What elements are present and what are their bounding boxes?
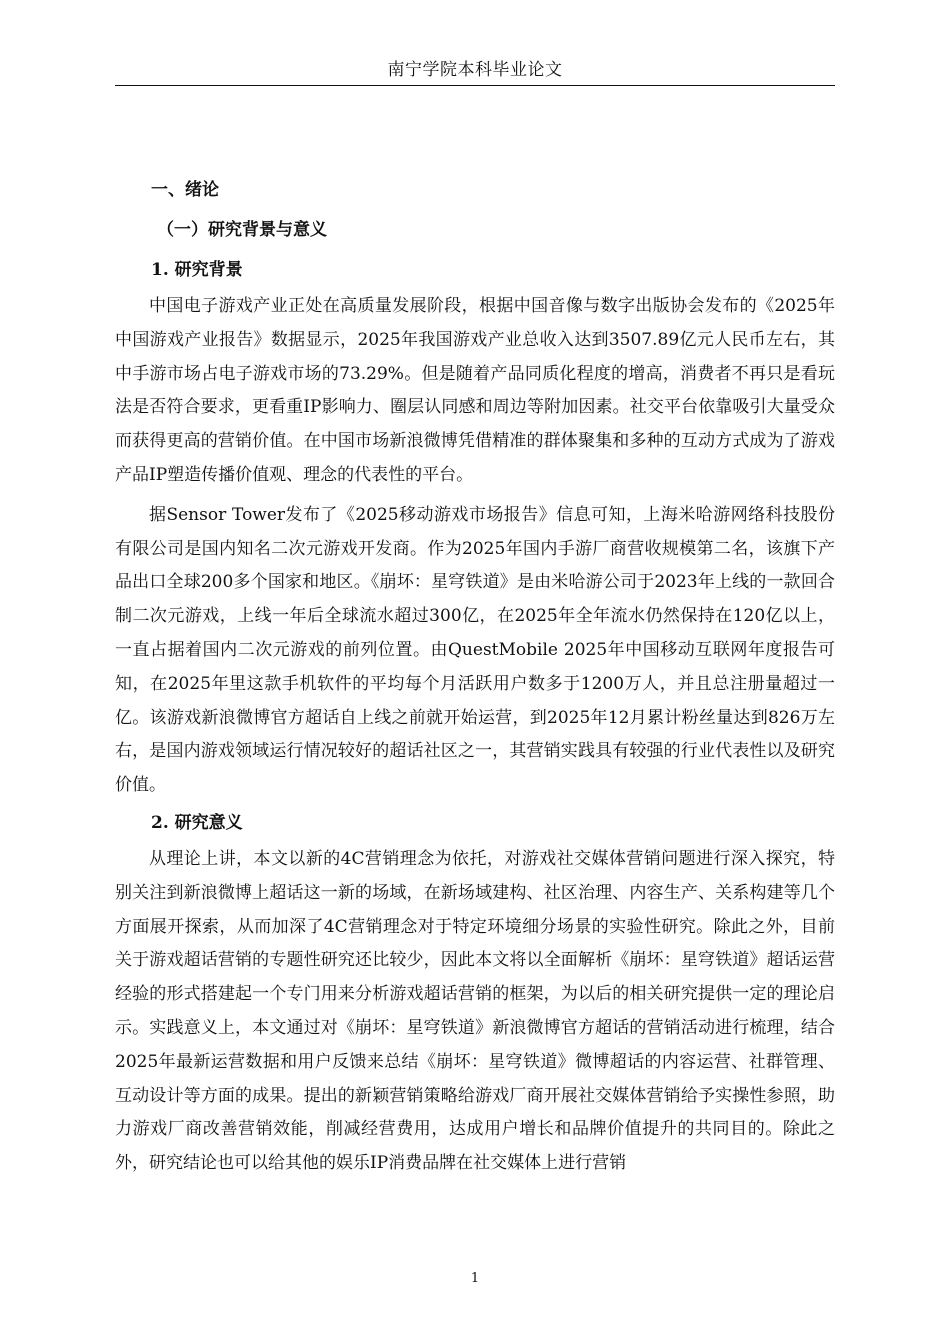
subsection-heading-significance: 2. 研究意义 [151, 812, 243, 833]
paragraph-significance: 从理论上讲，本文以新的4C营销理念为依托，对游戏社交媒体营销问题进行深入探究，特别关注到新浪微博上超话这一新的场域，在新场域建构、社区治理、内容生产、关系构建等几个方面展开探索，从而加深了4C营销理念对于特定环境细分场景的实验性研究。除此之外，目前关于游戏超话营销的专题性研究还比较少，因此本文将以全面解析《崩坏：星穹铁道》超话运营经验的形式搭建起一个专门用来分析游戏超话营销的框架，为以后的相关研究提供一定的理论启示。实践意义上，本文通过对《崩坏：星穹铁道》新浪微博官方超话的营销活动进行梳理，结合2025年最新运营数据和用户反馈来总结《崩坏：星穹铁道》微博超话的内容运营、社群管理、互动设计等方面的成果。提出的新颖营销策略给游戏厂商开展社交媒体营销给予实操性参照，助力游戏厂商改善营销效能，削减经营费用，达成用户增长和品牌价值提升的共同目的。除此之外，研究结论也可以给其他的娱乐IP消费品牌在社交媒体上进行营销 [115, 848, 835, 1174]
body-content [115, 170, 835, 1181]
paragraph-background-1: 中国电子游戏产业正处在高质量发展阶段，根据中国音像与数字出版协会发布的《2025年中国游戏产业报告》数据显示，2025年我国游戏产业总收入达到3507.89亿元人民币左右，其中手游市场占电子游戏市场的73.29%。但是随着产品同质化程度的增高，消费者不再只是看玩法是否符合要求，更看重IP影响力、圈层认同感和周边等附加因素。社交平台依靠吸引大量受众而获得更高的营销价值。在中国市场新浪微博凭借精准的群体聚集和多种的互动方式成为了游戏产品IP塑造传播价值观、理念的代表性的平台。 [115, 296, 835, 485]
header-divider [115, 85, 835, 86]
subsection-heading-background: 1. 研究背景 [151, 260, 243, 280]
running-header: 南宁学院本科毕业论文 [387, 60, 563, 80]
page-number: 1 [470, 1271, 480, 1286]
chapter-heading: 一、绪论 [151, 180, 219, 200]
section-heading: （一）研究背景与意义 [157, 220, 327, 240]
paragraph-background-2: 据Sensor Tower发布了《2025移动游戏市场报告》信息可知，上海米哈游网络科技股份有限公司是国内知名二次元游戏开发商。作为2025年国内手游厂商营收规模第二名，该旗下产品出口全球200多个国家和地区。《崩坏：星穹铁道》是由米哈游公司于2023年上线的一款回合制二次元游戏，上线一年后全球流水超过300亿，在2025年全年流水仍然保持在120亿以上，一直占据着国内二次元游戏的前列位置。由QuestMobile 2025年中国移动互联网年度报告可知，在2025年里这款手机软件的平均每个月活跃用户数多于1200万人，并且总注册量超过一亿。该游戏新浪微博官方超话自上线之前就开始运营，到2025年12月累计粉丝量达到826万左右，是国内游戏领域运行情况较好的超话社区之一，其营销实践具有较强的行业代表性以及研究价值。 [115, 504, 835, 796]
